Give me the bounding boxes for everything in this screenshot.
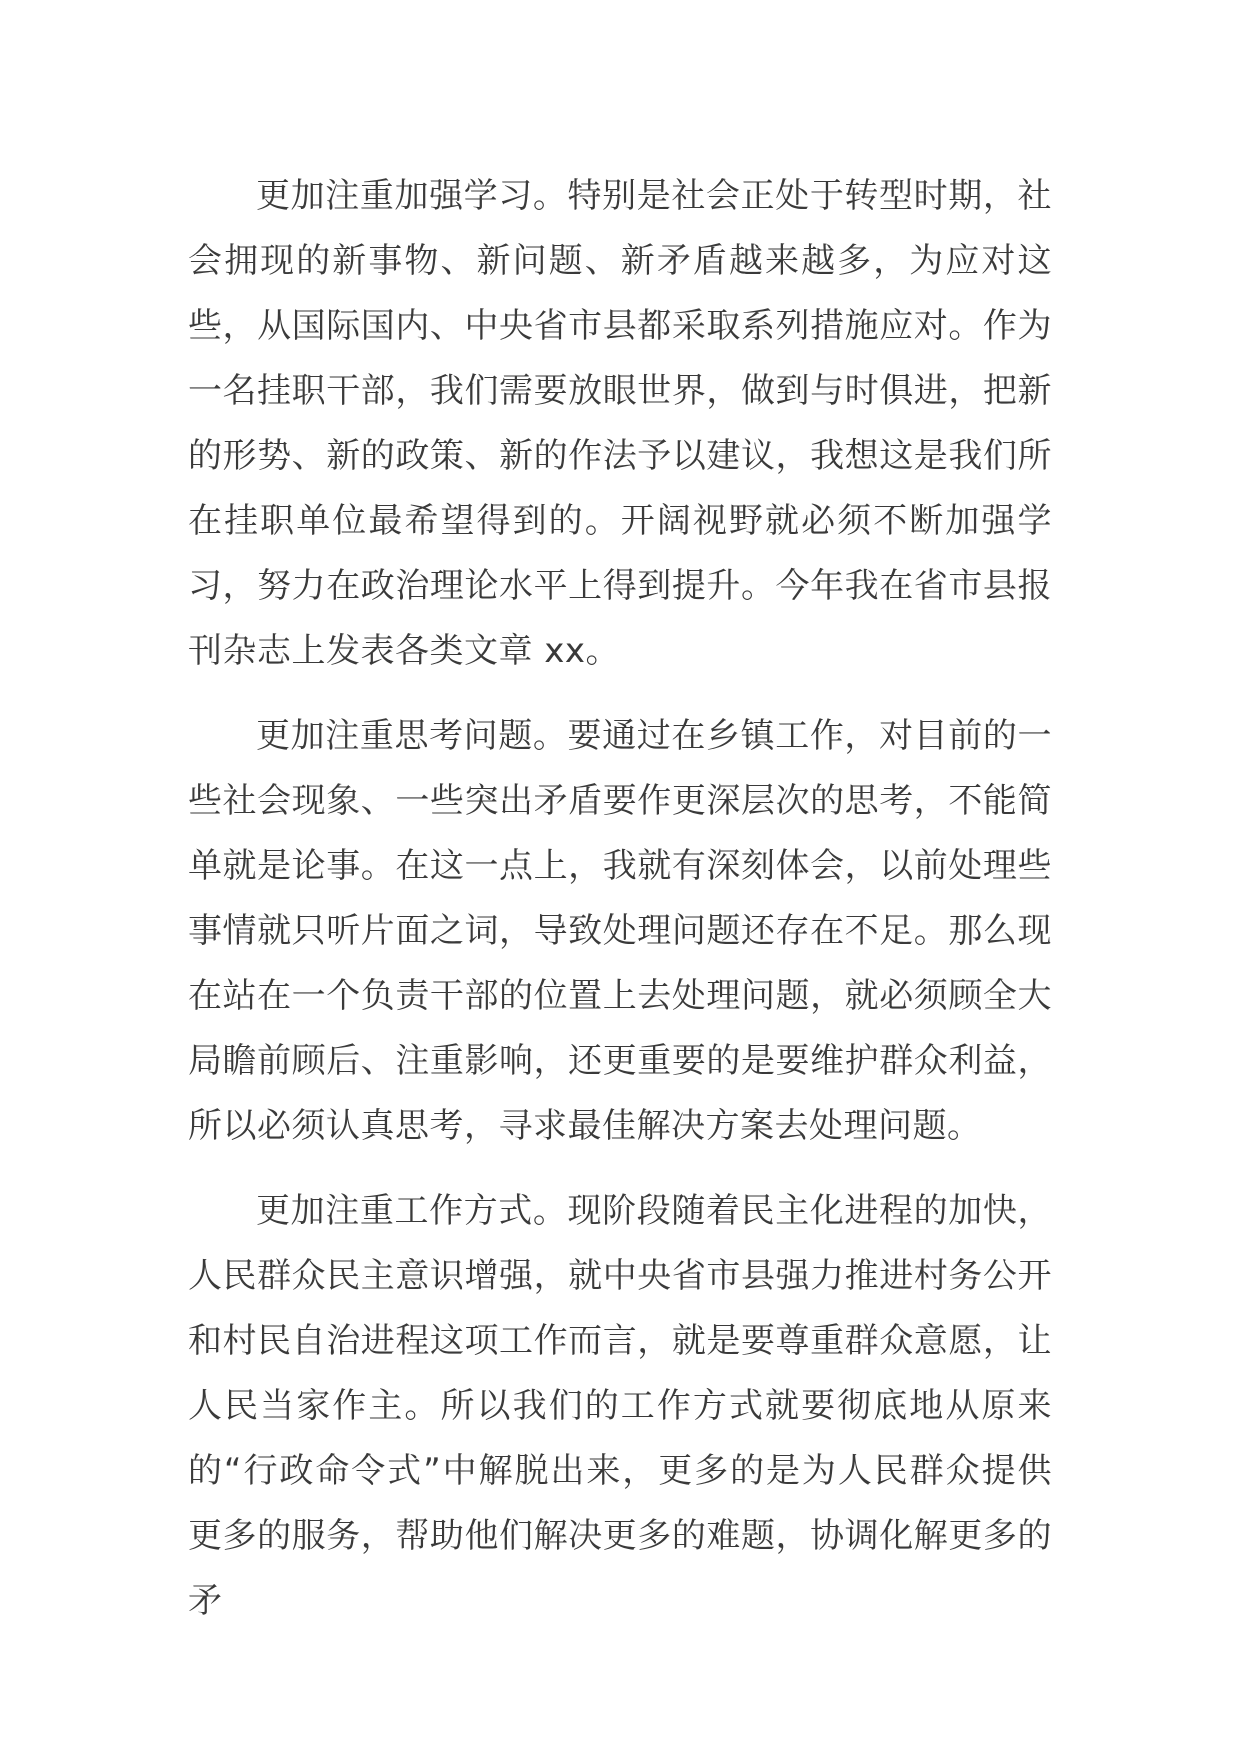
document-body	[188, 164, 1052, 1654]
paragraph-work-method: 更加注重工作方式。现阶段随着民主化进程的加快，人民群众民主意识增强，就中央省市县强力推进村务公开和村民自治进程这项工作而言，就是要尊重群众意愿，让人民当家作主。所以我们的工作方式就要彻底地从原来的“行政命令式”中解脱出来，更多的是为人民群众提供更多的服务，帮助他们解决更多的难题，协调化解更多的矛	[188, 1191, 1052, 1621]
paragraph-study: 更加注重加强学习。特别是社会正处于转型时期，社会拥现的新事物、新问题、新矛盾越来越多，为应对这些，从国际国内、中央省市县都采取系列措施应对。作为一名挂职干部，我们需要放眼世界，做到与时俱进，把新的形势、新的政策、新的作法予以建议，我想这是我们所在挂职单位最希望得到的。开阔视野就必须不断加强学习，努力在政治理论水平上得到提升。今年我在省市县报刊杂志上发表各类文章 xx。	[188, 176, 1052, 671]
paragraph-thinking: 更加注重思考问题。要通过在乡镇工作，对目前的一些社会现象、一些突出矛盾要作更深层次的思考，不能简单就是论事。在这一点上，我就有深刻体会，以前处理些事情就只听片面之词，导致处理问题还存在不足。那么现在站在一个负责干部的位置上去处理问题，就必须顾全大局瞻前顾后、注重影响，还更重要的是要维护群众利益，所以必须认真思考，寻求最佳解决方案去处理问题。	[188, 716, 1052, 1146]
